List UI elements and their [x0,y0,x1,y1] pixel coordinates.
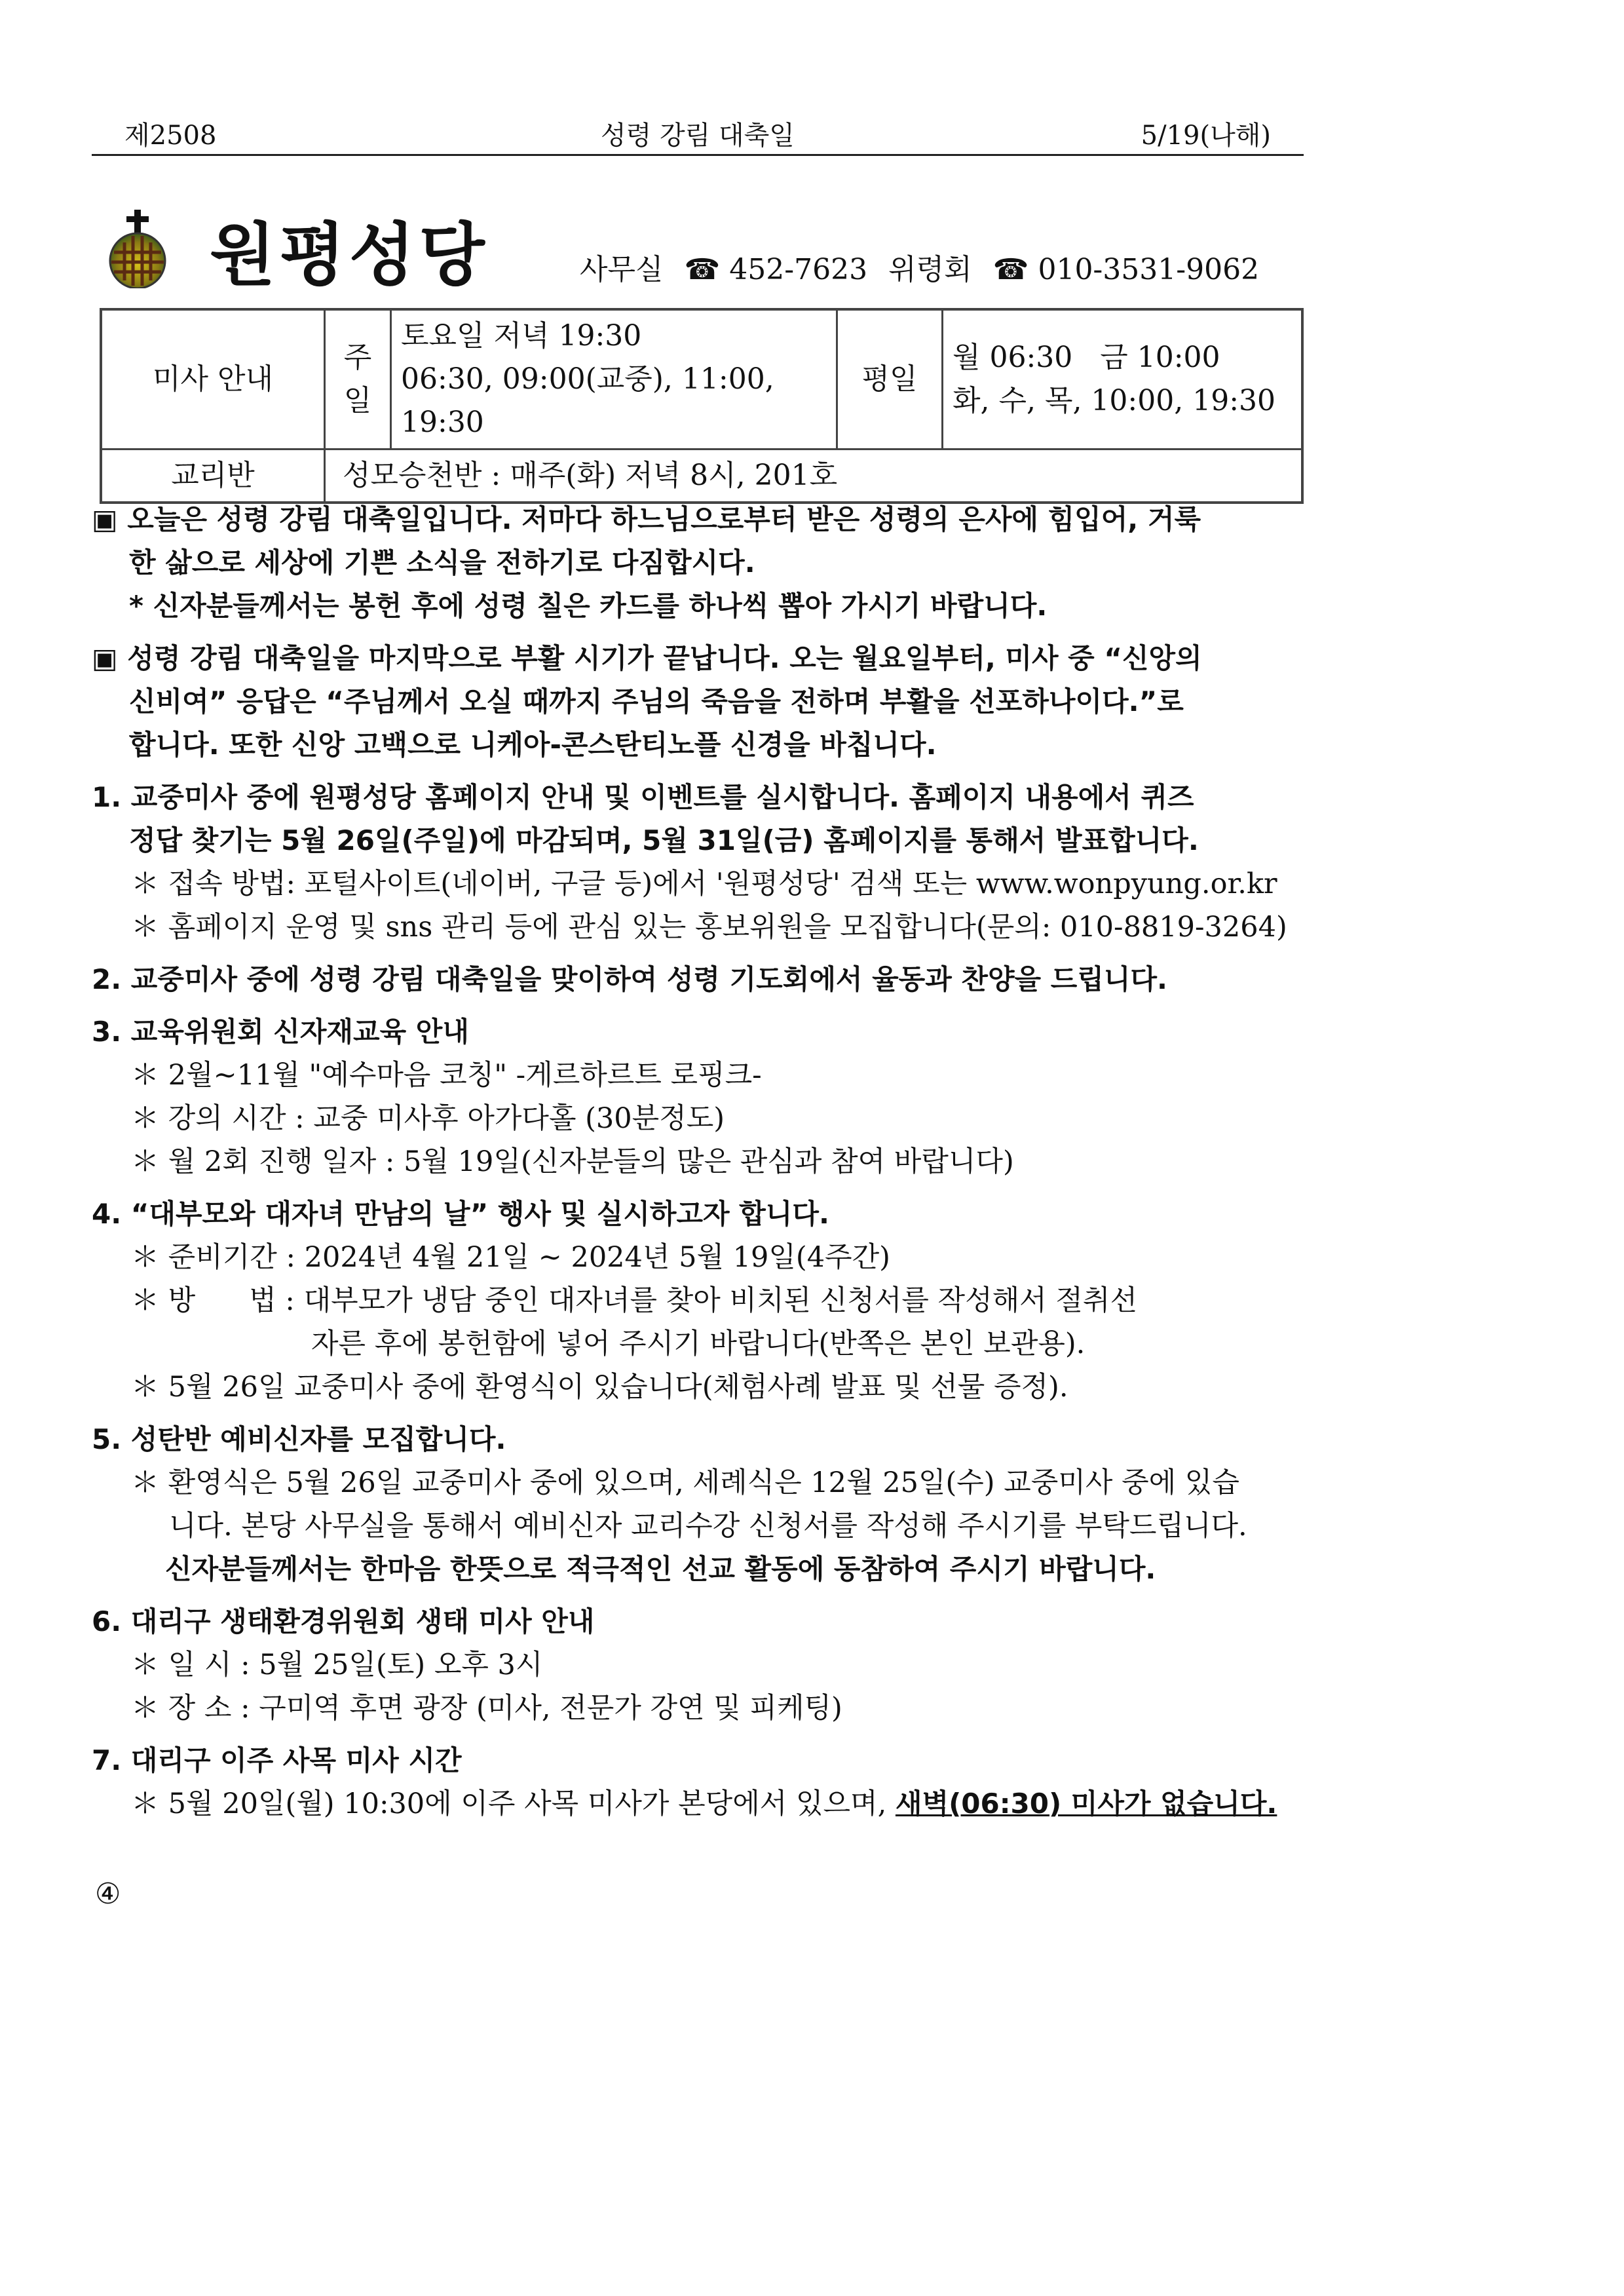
weekday-label: 평일 [837,309,943,450]
council-label: 위령회 [888,253,972,286]
notice-line: ▣ 오늘은 성령 강림 대축일입니다. 저마다 하느님으로부터 받은 성령의 은사에 힘입어, 거룩 [92,503,1201,535]
catechism-text: 성모승천반 : 매주(화) 저녁 8시, 201호 [325,450,1303,503]
catechism-row [101,450,1302,503]
notice-line: ＊ 장 소 : 구미역 후면 광장 (미사, 전문가 강연 및 피케팅) [131,1692,842,1725]
notice-line: 5. 성탄반 예비신자를 모집합니다. [92,1423,506,1455]
notice-line: ▣ 성령 강림 대축일을 마지막으로 부활 시기가 끝납니다. 오는 월요일부터, 미사 중 “신앙의 [92,642,1202,674]
notice-line: * 신자분들께서는 봉헌 후에 성령 칠은 카드를 하나씩 뽑아 가시기 바랍니다. [129,590,1048,622]
notice-pentecost [92,498,1304,628]
weekday-times [943,309,1303,450]
notice-line: 4. “대부모와 대자녀 만남의 날” 행사 및 실시하고자 합니다. [92,1198,829,1230]
council-phone: ☎ 010-3531-9062 [992,253,1260,286]
notice-line: 6. 대리구 생태환경위원회 생태 미사 안내 [92,1605,595,1637]
notice-line [92,1782,1304,1826]
notice-5-catechumens [92,1418,1304,1591]
notice-line: 니다. 본당 사무실을 통해서 예비신자 교리수강 신청서를 작성해 주시기를 부탁드립니다. [169,1510,1247,1542]
notice-emphasis: 새벽(06:30) 미사가 없습니다. [895,1788,1277,1820]
notice-4-godparents [92,1193,1304,1409]
notice-2-prayer [92,958,1304,1001]
sunday-label: 주일 [325,309,391,450]
notice-1-homepage [92,776,1304,949]
notice-line: ＊ 월 2회 진행 일자 : 5월 19일(신자분들의 많은 관심과 참여 바랍니다) [131,1145,1014,1178]
notice-line: 2. 교중미사 중에 성령 강림 대축일을 맞이하여 성령 기도회에서 율동과 찬양을 드립니다. [92,963,1167,995]
weekday-line-1: 월 06:30 금 10:00 [953,341,1220,374]
notice-line: 한 삶으로 세상에 기쁜 소식을 전하기로 다짐합시다. [129,546,755,579]
office-label: 사무실 [580,253,664,286]
notice-line: ＊ 일 시 : 5월 25일(토) 오후 3시 [131,1649,543,1681]
notice-line: 합니다. 또한 신앙 고백으로 니케아-콘스탄티노플 신경을 바칩니다. [129,729,937,761]
notice-3-education [92,1010,1304,1183]
notice-text: ＊ 5월 20일(월) 10:30에 이주 사목 미사가 본당에서 있으며, [131,1788,896,1820]
sunday-line-2: 06:30, 09:00(교중), 11:00, 19:30 [401,362,774,439]
notice-line: 7. 대리구 이주 사목 미사 시간 [92,1744,462,1776]
notice-line: 1. 교중미사 중에 원평성당 홈페이지 안내 및 이벤트를 실시합니다. 홈페이지 내용에서 퀴즈 [92,781,1194,813]
issue-number: 제2508 [124,121,217,151]
mass-label: 미사 안내 [101,309,325,450]
notice-line: 신비여” 응답은 “주님께서 오실 때까지 주님의 죽음을 전하며 부활을 선포하나이다.”로 [129,685,1184,718]
notice-line: ＊ 준비기간 : 2024년 4월 21일 ~ 2024년 5월 19일(4주간) [131,1241,890,1274]
sunday-line-1: 토요일 저녁 19:30 [401,319,642,353]
office-phone: ☎ 452-7623 [684,253,868,286]
mass-row [101,309,1302,450]
notice-line: ＊ 2월~11월 "예수마음 코칭" -게르하르트 로핑크- [131,1059,762,1092]
catechism-label: 교리반 [101,450,325,503]
notice-line: ＊ 방 법 : 대부모가 냉담 중인 대자녀를 찾아 비치된 신청서를 작성해서 절취선 [131,1284,1137,1317]
notices [92,498,1304,1835]
notice-line: 자른 후에 봉헌함에 넣어 주시기 바랍니다(반쪽은 본인 보관용). [311,1328,1086,1360]
notice-line: ＊ 환영식은 5월 26일 교중미사 중에 있으며, 세례식은 12월 25일(수) 교중미사 중에 있습 [131,1466,1239,1499]
weekday-line-2: 화, 수, 목, 10:00, 19:30 [953,384,1276,417]
contact-info [580,246,1271,288]
notice-line: ＊ 접속 방법: 포털사이트(네이버, 구글 등)에서 '원평성당' 검색 또는 www.wonpyung.or.kr [131,868,1277,900]
sunday-times [391,309,837,450]
notice-line: 정답 찾기는 5월 26일(주일)에 마감되며, 5월 31일(금) 홈페이지를 통해서 발표합니다. [129,824,1199,856]
masthead [92,197,1304,295]
notice-easter-end [92,637,1304,767]
notice-line: 신자분들께서는 한마음 한뜻으로 적극적인 선교 활동에 동참하여 주시기 바랍니다. [165,1553,1156,1585]
mass-schedule-table [100,308,1304,504]
notice-7-migrant-mass [92,1739,1304,1826]
church-name: 원평성당 [210,215,489,295]
page-number: ④ [95,1877,121,1911]
notice-line: ＊ 강의 시간 : 교중 미사후 아가다홀 (30분정도) [131,1102,725,1135]
header-bar [92,108,1304,156]
notice-line: 3. 교육위원회 신자재교육 안내 [92,1016,469,1048]
notice-6-ecology-mass [92,1600,1304,1730]
feast-title: 성령 강림 대축일 [601,121,795,151]
notice-line: ＊ 홈페이지 운영 및 sns 관리 등에 관심 있는 홍보위원을 모집합니다(문의: 010-8819-3264) [131,911,1287,944]
issue-date: 5/19(나해) [1141,121,1271,151]
notice-line: ＊ 5월 26일 교중미사 중에 환영식이 있습니다(체험사례 발표 및 선물 증정). [131,1371,1068,1404]
church-cross-logo-icon [105,210,170,288]
